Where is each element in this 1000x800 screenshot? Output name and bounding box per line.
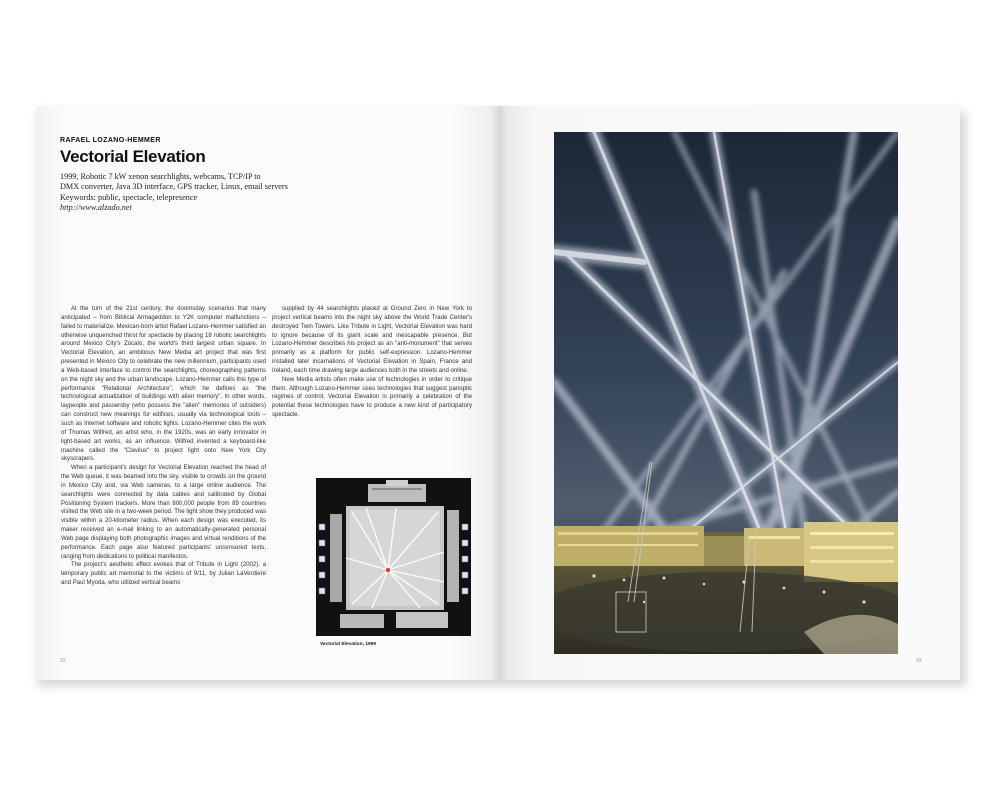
interface-figure: [316, 478, 471, 636]
body-paragraph: New Media artists often make use of technologies in order to critique them. Although Lozano-Hemmer uses technologies that suggest panoptic regimes of control, Vectorial Elevation is primarily a celebration of the potential these technologies have to produce a new kind of participatory spectacle.: [272, 376, 472, 419]
page-number-right: 93: [916, 658, 922, 664]
body-column-2: [272, 305, 472, 420]
body-column-1: [61, 305, 266, 588]
page-number-left: 92: [60, 658, 66, 664]
left-page: [36, 106, 498, 680]
artist-name: RAFAEL LOZANO-HEMMER: [60, 137, 161, 144]
artwork-title: Vectorial Elevation: [60, 147, 206, 166]
body-paragraph: supplied by 44 searchlights placed at Ground Zero in New York to project vertical beams into the night sky above the World Trade Center's destroyed Twin Towers. Like Tribute in Light, Vectorial Elevation was hard to ignore because of its giant scale and inescapable presence. But Lozano-Hemmer describes his project as an "anti-monument" that serves primarily as a platform for public self-expression. Lozano-Hemmer installed later incarnations of Vectorial Elevation in Spain, France and Ireland, each time drawing large audiences both in the streets and online.: [272, 306, 472, 374]
right-page: [498, 106, 960, 680]
artwork-meta: [60, 172, 320, 213]
meta-line-2: DMX converter, Java 3D interface, GPS tracker, Linux, email servers: [60, 182, 288, 192]
figure-caption: Vectorial Elevation, 1999: [320, 642, 376, 647]
body-paragraph: When a participant's design for Vectorial Elevation reached the head of the Web queue, it was beamed into the sky, visible to crowds on the ground in Mexico City and, via Web cameras, to a large online audience. The searchlights were connected by data cables and calibrated by Global Positioning System trackers. More than 800,000 people from 89 countries visited the Web site in a two-week period. The light show they produced was visible within a 20-kilometer radius. When each design was executed, its maker received an e-mail linking to an automatically-generated personal Web page displaying both photographic images and virtual renditions of the performance. Each page also featured participants' uncensored texts, ranging from dedications to political manifestos.: [61, 465, 266, 560]
body-paragraph: The project's aesthetic effect evokes that of Tribute in Light (2002), a temporary public art memorial to the victims of 9/11, by Julian LaVerdiere and Paul Myoda, who utilized vertical beams: [61, 562, 266, 587]
interface-screenshot-image: [316, 478, 471, 636]
meta-line-1: 1999, Robotic 7 kW xenon searchlights, webcams, TCP/IP to: [60, 172, 261, 181]
book-spine: [490, 106, 508, 680]
body-paragraph: At the turn of the 21st century, the doomsday scenarios that many anticipated – from Biblical Armageddon to Y2K computer malfunctions – failed to materialize. Mexican-born artist Rafael Lozano-Hemmer satisfied an otherwise unquenched thirst for spectacle by placing 18 robotic searchlights around Mexico City's Zócalo, the world's third largest urban square. In Vectorial Elevation, an ambitious New Media art project that was first presented in Mexico City to celebrate the new millennium, participants used a Web-based interface to control the searchlights, choreographing patterns on the night sky and the urban landscape. Lozano-Hemmer calls this type of performance "Relational Architecture", which he defines as "the technological actualization of buildings with alien memory". In other words, laypeople and passersby (who possess the "alien" memories of outsiders) can construct new meanings for edifices, usually via technological tools – such as Internet software and robotic lights. Lozano-Hemmer cites the work of Thomas Wilfred, an artist who, in the 1920s, was an early innovator in light-based art works, as an influence. Wilfred invented a keyboard-like machine called the "Clavilux" to project light onto New York City skyscrapers.: [61, 306, 267, 463]
artist-url: http://www.alzado.net: [60, 202, 132, 212]
searchlight-night-photo: [554, 132, 898, 654]
meta-line-3: Keywords: public, spectacle, telepresence: [60, 192, 198, 202]
